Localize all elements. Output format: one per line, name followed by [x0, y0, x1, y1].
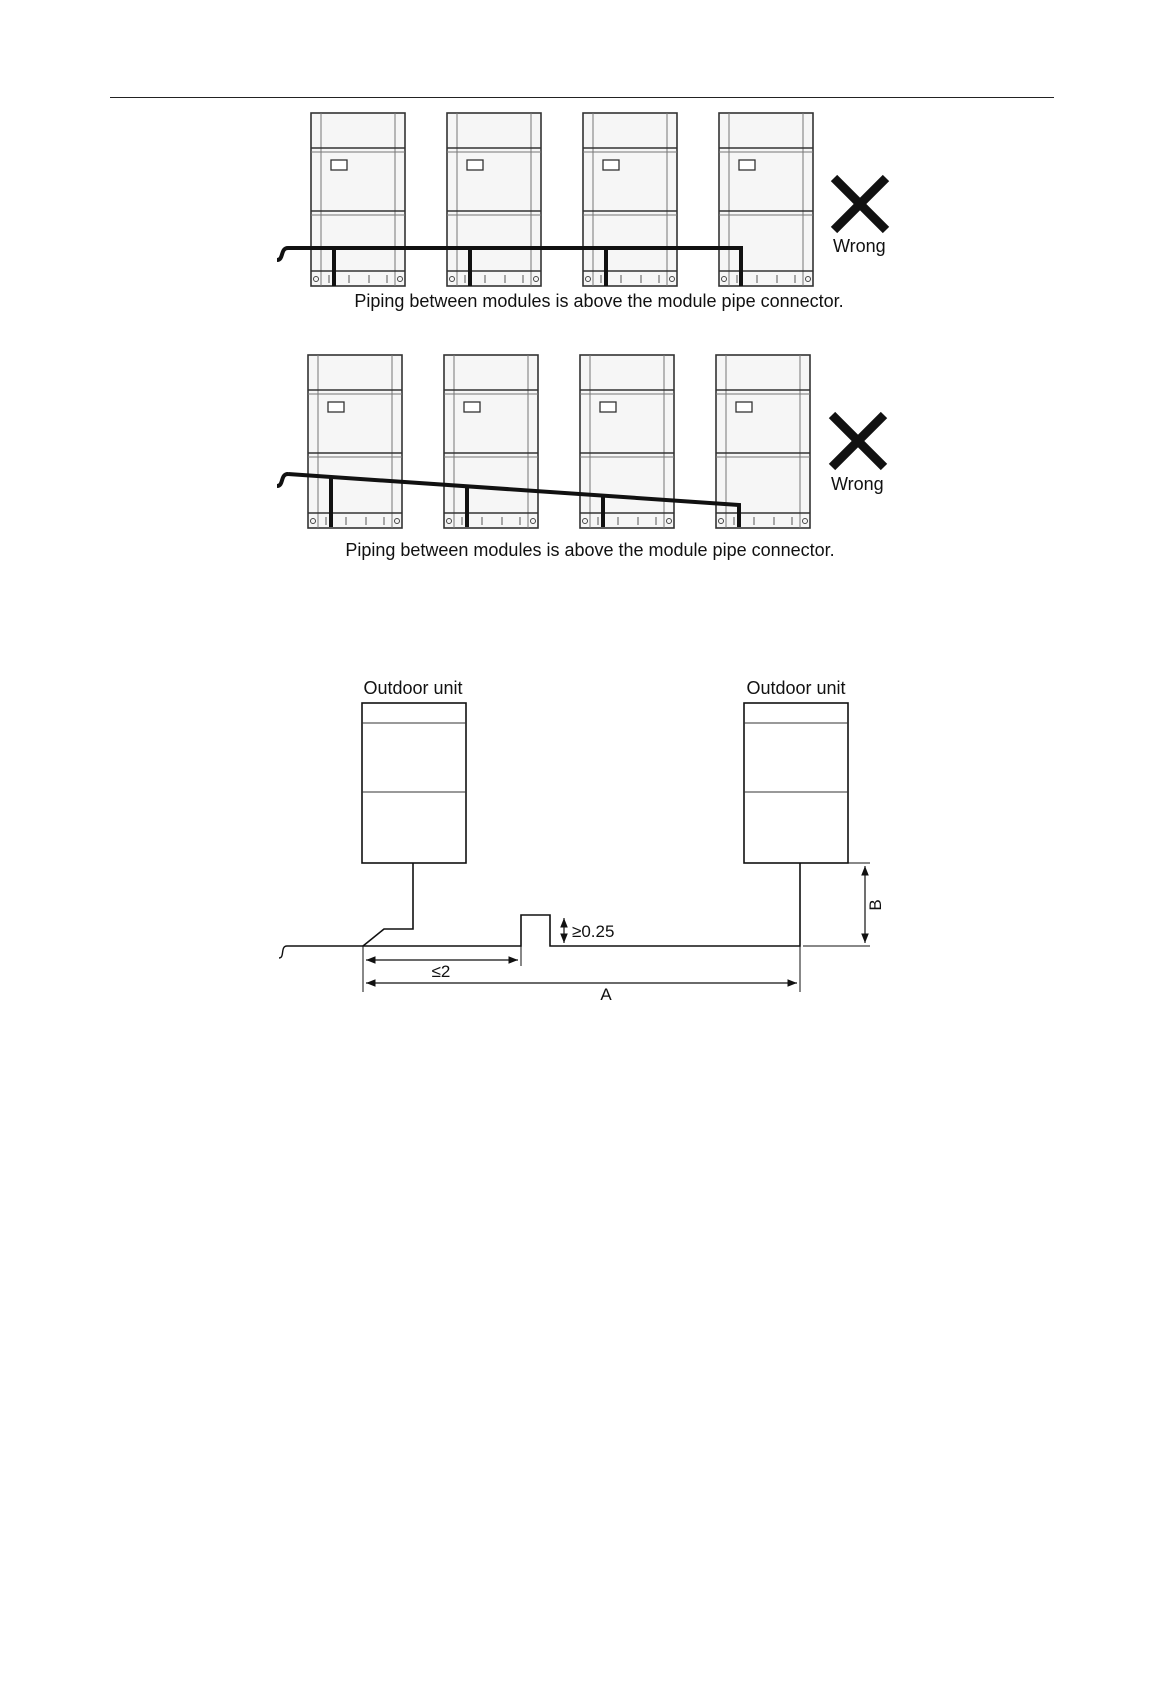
module-unit — [716, 355, 810, 528]
module-unit — [583, 113, 677, 286]
module-unit — [447, 113, 541, 286]
cross-mark-icon — [834, 178, 886, 230]
module-unit — [308, 355, 402, 528]
refrigerant-pipe — [279, 863, 800, 958]
module-unit — [444, 355, 538, 528]
dim-label-min-rise: ≥0.25 — [572, 922, 615, 941]
module-unit — [719, 113, 813, 286]
module-unit — [580, 355, 674, 528]
dim-label-total-length: A — [600, 985, 612, 1004]
figure-3 — [279, 678, 885, 1004]
outdoor-unit-label-right: Outdoor unit — [746, 678, 846, 698]
verdict-label: Wrong — [831, 474, 884, 494]
module-unit — [311, 113, 405, 286]
dim-label-height: B — [866, 899, 885, 911]
figure-caption: Piping between modules is above the module pipe connector. — [345, 540, 835, 560]
figure-caption: Piping between modules is above the module pipe connector. — [354, 291, 844, 311]
dim-label-max-horizontal: ≤2 — [431, 962, 451, 981]
figure-2 — [277, 355, 884, 560]
figure-1 — [277, 113, 886, 311]
cross-mark-icon — [832, 415, 884, 467]
verdict-label: Wrong — [833, 236, 886, 256]
outdoor-unit-label-left: Outdoor unit — [363, 678, 463, 698]
outdoor-unit-left — [362, 703, 466, 863]
outdoor-unit-right — [744, 703, 848, 863]
